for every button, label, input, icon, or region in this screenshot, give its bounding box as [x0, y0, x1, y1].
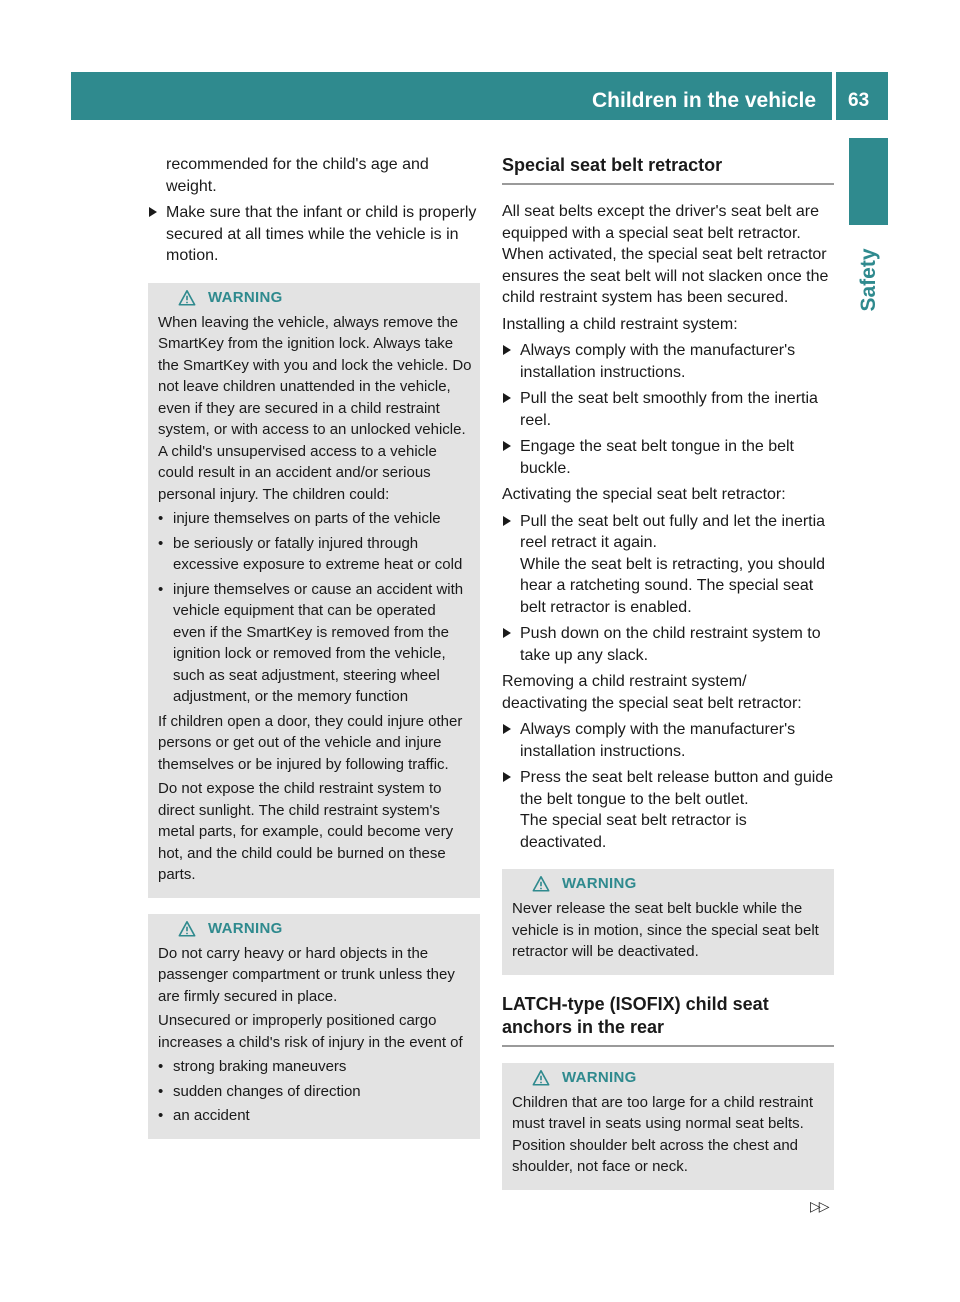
page-title: Children in the vehicle: [592, 89, 817, 112]
step-text: Make sure that the infant or child is properly secured at all times while the vehicle is in motion.: [166, 204, 477, 264]
warning-text: If children open a door, they could injure other persons or get out of the vehicle and injure themselves or be injured by following traffic.: [158, 712, 463, 773]
step-text: Press the seat belt release button and guide the belt tongue to the belt outlet.: [520, 769, 834, 808]
step-item: [502, 767, 834, 853]
bullet-icon: •: [158, 1107, 164, 1124]
bullet-icon: •: [158, 1058, 164, 1075]
step-item: [502, 340, 834, 383]
step-arrow-icon: [503, 628, 511, 638]
step-item: [148, 202, 480, 267]
step-arrow-icon: [503, 345, 511, 355]
list-item-text: injure themselves on parts of the vehicle: [173, 510, 441, 527]
step-item: [502, 388, 834, 431]
page-number: 63: [848, 90, 870, 111]
paragraph: Installing a child restraint system:: [502, 315, 738, 333]
warning-box: [502, 1063, 834, 1190]
step-text: Always comply with the manufacturer's installation instructions.: [520, 721, 796, 760]
step-text: Pull the seat belt smoothly from the inertia reel.: [520, 390, 818, 429]
step-item: [502, 436, 834, 479]
warning-text: When leaving the vehicle, always remove the SmartKey from the ignition lock. Always take the SmartKey with you and lock the vehicle. Do not leave children unattended in the vehicle, even if they are secured in a child restraint system, or with access to an unlocked vehicle. A child's unsupervised access to a vehicle could result in an accident and/or serious personal injury. The children could:: [158, 313, 472, 503]
warning-text: Children that are too large for a child restraint must travel in seats using normal seat belts. Position shoulder belt across the chest and shoulder, not face or neck.: [512, 1093, 813, 1175]
list-item-text: strong braking maneuvers: [173, 1058, 347, 1075]
step-result: The special seat belt retractor is deactivated.: [520, 812, 747, 851]
step-text: Always comply with the manufacturer's installation instructions.: [520, 342, 796, 381]
warning-triangle-icon: [178, 289, 196, 307]
warning-header: [512, 873, 826, 895]
bullet-icon: •: [158, 510, 164, 527]
step-item: [502, 719, 834, 762]
warning-header: [158, 918, 472, 940]
list-item: [158, 1056, 472, 1078]
step-result: While the seat belt is retracting, you should hear a ratcheting sound. The special seat belt retractor is enabled.: [520, 555, 826, 616]
side-tab-marker: [849, 138, 888, 225]
warning-text: Unsecured or improperly positioned cargo increases a child's risk of injury in the event of: [158, 1012, 463, 1051]
warning-box: [148, 283, 480, 898]
list-item: [158, 533, 472, 576]
warning-title: WARNING: [208, 919, 283, 937]
left-column: [148, 154, 480, 1153]
warning-header: [512, 1067, 826, 1089]
list-item-text: an accident: [173, 1107, 250, 1124]
step-arrow-icon: [149, 207, 157, 217]
warning-text: Never release the seat belt buckle while the vehicle is in motion, since the special seat belt retractor will be deactivated.: [512, 900, 819, 960]
side-tab-label: Safety: [856, 248, 880, 312]
right-column: [502, 154, 834, 1204]
side-tab: [849, 225, 888, 335]
step-arrow-icon: [503, 772, 511, 782]
warning-header: [158, 287, 472, 309]
step-text: Push down on the child restraint system to take up any slack.: [520, 625, 821, 664]
continued-arrow-icon: ▷▷: [810, 1198, 828, 1214]
bullet-icon: •: [158, 1082, 164, 1100]
step-arrow-icon: [503, 724, 511, 734]
list-item: [158, 1081, 472, 1103]
warning-title: WARNING: [562, 1068, 637, 1086]
bullet-icon: •: [158, 534, 164, 552]
list-item-text: sudden changes of direction: [173, 1082, 361, 1100]
step-text: Pull the seat belt out fully and let the inertia reel retract it again.: [520, 512, 826, 551]
warning-triangle-icon: [178, 920, 196, 938]
list-item: [158, 508, 472, 530]
warning-text: Do not carry heavy or hard objects in the passenger compartment or trunk unless they are firmly secured in place.: [158, 944, 455, 1005]
warning-title: WARNING: [562, 875, 637, 893]
paragraph: Activating the special seat belt retractor:: [502, 486, 786, 503]
intro-continuation: recommended for the child's age and weight.: [166, 156, 429, 195]
warning-title: WARNING: [208, 288, 283, 306]
paragraph: Removing a child restraint system/ deactivating the special seat belt retractor:: [502, 673, 802, 712]
step-item: [502, 623, 834, 666]
paragraph: All seat belts except the driver's seat belt are equipped with a special seat belt retractor. When activated, the special seat belt retractor ensures the seat belt will not slacken once the child restraint system has been secured.: [502, 203, 829, 306]
step-arrow-icon: [503, 516, 511, 526]
step-arrow-icon: [503, 393, 511, 403]
warning-triangle-icon: [532, 1069, 550, 1087]
step-item: [502, 511, 834, 619]
section-heading: LATCH-type (ISOFIX) child seat anchors in the rear: [502, 993, 834, 1047]
step-arrow-icon: [503, 441, 511, 451]
warning-box: [148, 914, 480, 1139]
list-item: [158, 579, 472, 708]
warning-box: [502, 869, 834, 975]
bullet-icon: •: [158, 580, 164, 598]
warning-triangle-icon: [532, 875, 550, 893]
list-item-text: injure themselves or cause an accident with vehicle equipment that can be operated even if the SmartKey is removed from the ignition lock or removed from the vehicle, such as seat adjustment, steering wheel adjustment, or the memory function: [173, 580, 464, 705]
warning-text: Do not expose the child restraint system to direct sunlight. The child restraint system's metal parts, for example, could become very hot, and the child could be burned on these parts.: [158, 780, 454, 883]
list-item: [158, 1105, 472, 1127]
step-text: Engage the seat belt tongue in the belt buckle.: [520, 438, 794, 477]
list-item-text: be seriously or fatally injured through excessive exposure to extreme heat or cold: [173, 534, 463, 573]
section-heading: Special seat belt retractor: [502, 154, 834, 185]
